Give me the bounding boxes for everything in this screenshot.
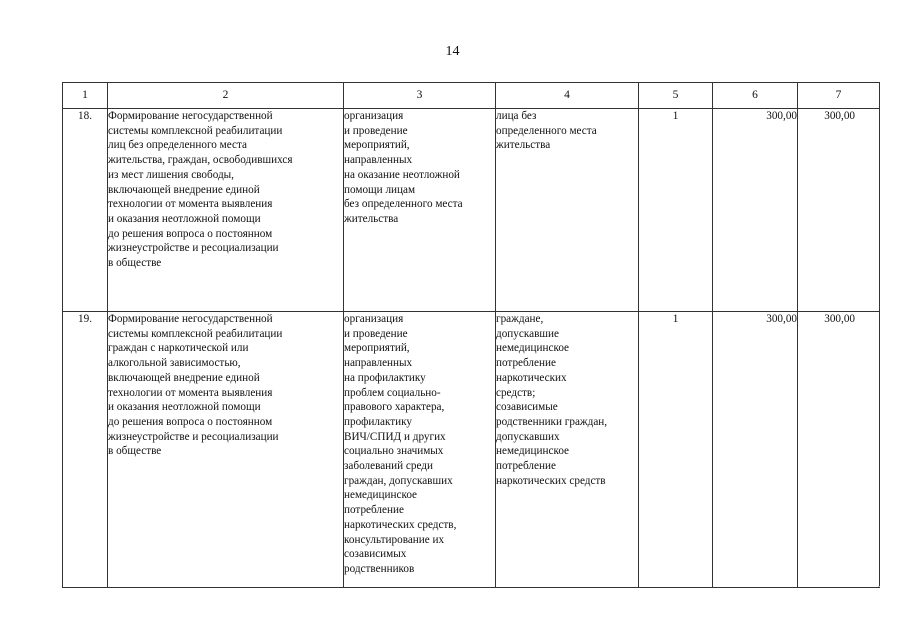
scan-speck <box>878 586 880 587</box>
page-number: 14 <box>445 44 460 59</box>
header-cell-6: 6 <box>713 83 798 109</box>
column-7-value: 300,00 <box>798 109 880 312</box>
program-table <box>62 82 880 588</box>
column-6-value: 300,00 <box>713 312 798 588</box>
table-row <box>63 312 880 588</box>
table-header-row <box>63 83 880 109</box>
measure-name: Формирование негосударственной системы комплексной реабилитации граждан с наркотической или алкогольной зависимостью, включающей внедрение единой технологии от момента выявления и оказания неотложной помощи до решения вопроса о постоянном жизнеустройстве и ресоциализации в обществе <box>108 312 344 588</box>
header-cell-2: 2 <box>108 83 344 109</box>
column-7-value: 300,00 <box>798 312 880 588</box>
measure-name: Формирование негосударственной системы комплексной реабилитации лиц без определенного места жительства, граждан, освободившихся из мест лишения свободы, включающей внедрение единой технологии от момента выявления и оказания неотложной помощи до решения вопроса о постоянном жизнеустройстве и ресоциализации в обществе <box>108 109 344 312</box>
column-5-value: 1 <box>639 312 713 588</box>
target-group: лица без определенного места жительства <box>496 109 639 312</box>
header-cell-1: 1 <box>63 83 108 109</box>
header-cell-4: 4 <box>496 83 639 109</box>
header-cell-3: 3 <box>344 83 496 109</box>
table-row <box>63 109 880 312</box>
activity-description: организация и проведение мероприятий, направленных на профилактику проблем социально- правового характера, профилактику ВИЧ/СПИД и других социально значимых заболеваний среди граждан, допускавших немедицинское потребление наркотических средств, консультирование их созависимых родственников <box>344 312 496 588</box>
column-5-value: 1 <box>639 109 713 312</box>
column-6-value: 300,00 <box>713 109 798 312</box>
header-cell-7: 7 <box>798 83 880 109</box>
target-group: граждане, допускавшие немедицинское потребление наркотических средств; созависимые родственники граждан, допускавших немедицинское потребление наркотических средств <box>496 312 639 588</box>
row-number: 19. <box>63 312 108 588</box>
row-number: 18. <box>63 109 108 312</box>
activity-description: организация и проведение мероприятий, направленных на оказание неотложной помощи лицам без определенного места жительства <box>344 109 496 312</box>
header-cell-5: 5 <box>639 83 713 109</box>
